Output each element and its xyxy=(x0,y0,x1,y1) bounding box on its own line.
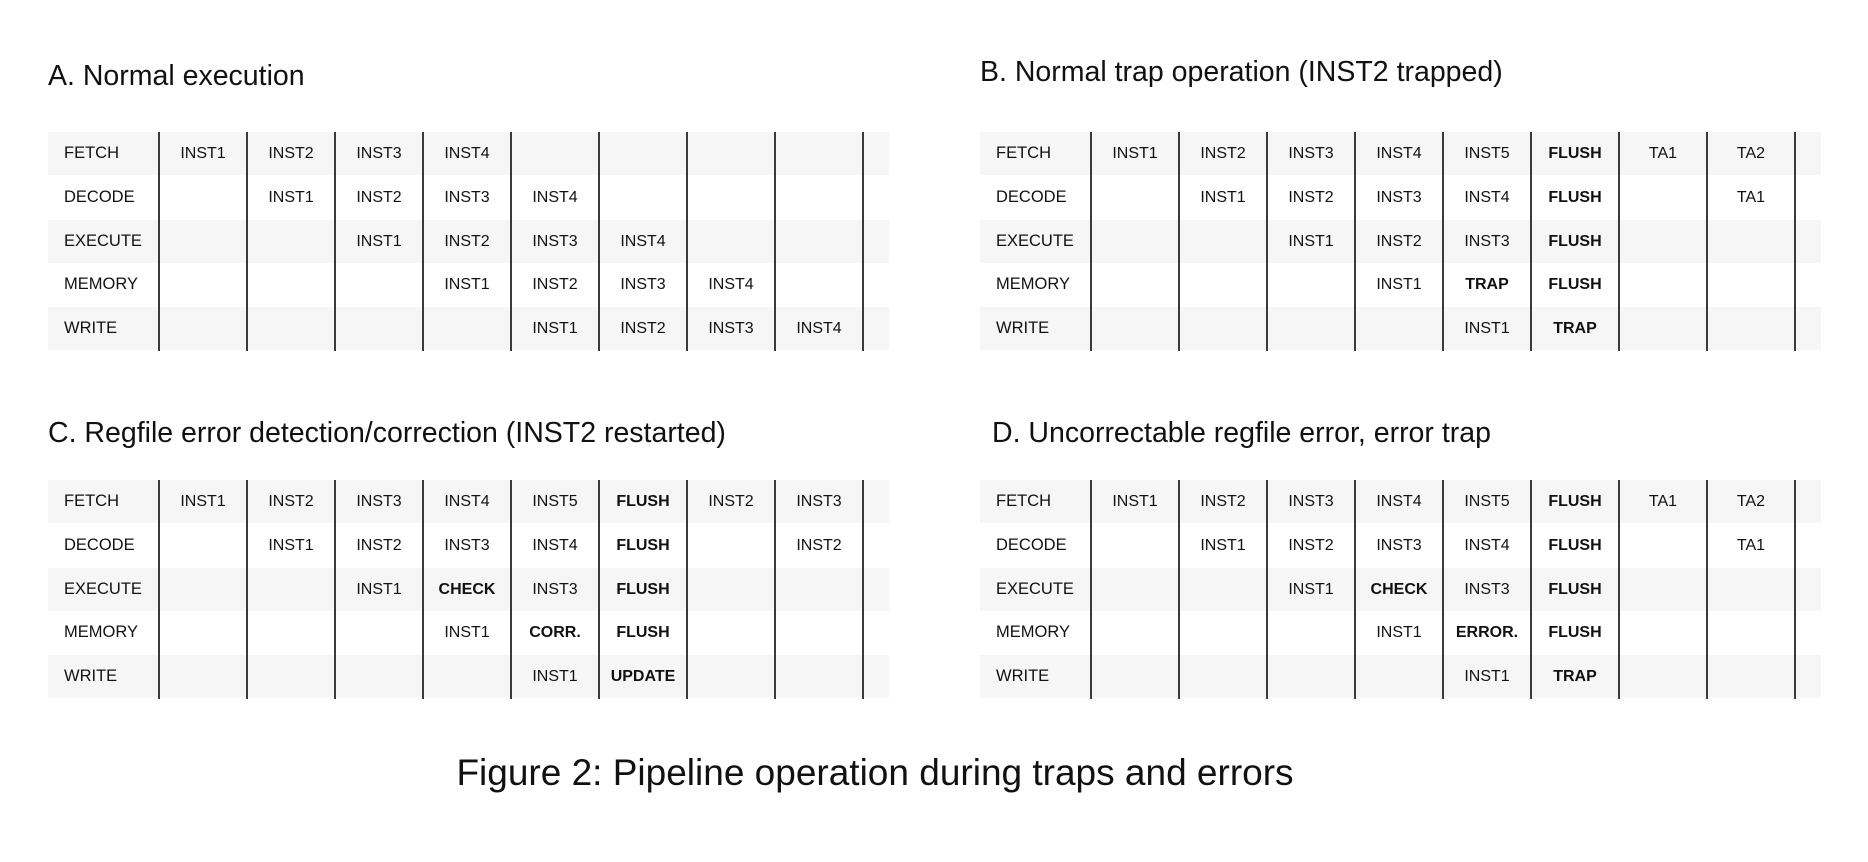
pipeline-cell: FLUSH xyxy=(616,493,670,510)
pipeline-cell: INST1 xyxy=(1200,188,1246,206)
pipeline-cell: INST1 xyxy=(532,320,578,338)
pipeline-cell: INST4 xyxy=(620,232,666,250)
pipeline-cell: INST1 xyxy=(268,188,314,206)
pipeline-cell: INST2 xyxy=(356,536,402,554)
pipeline-cell: FLUSH xyxy=(1548,276,1602,294)
pipeline-cell: TRAP xyxy=(1465,276,1509,294)
stage-label: EXECUTE xyxy=(996,579,1074,598)
stage-label: WRITE xyxy=(996,319,1050,338)
pipeline-cell: INST3 xyxy=(796,493,842,510)
pipeline-cell: INST3 xyxy=(532,232,578,250)
stage-label: WRITE xyxy=(64,667,118,686)
pipeline-cell: INST4 xyxy=(444,145,490,162)
row-stripe xyxy=(48,655,889,698)
stage-label: MEMORY xyxy=(996,623,1070,642)
pipeline-cell: FLUSH xyxy=(616,624,670,642)
pipeline-cell: INST1 xyxy=(1464,668,1510,686)
pipeline-cell: FLUSH xyxy=(1548,232,1602,250)
pipeline-cell: INST4 xyxy=(1376,145,1422,162)
pipeline-cell: INST1 xyxy=(1112,493,1158,510)
pipeline-cell: INST4 xyxy=(532,536,578,554)
pipeline-cell: INST3 xyxy=(1376,536,1422,554)
pipeline-cell: INST2 xyxy=(620,320,666,338)
pipeline-cell: FLUSH xyxy=(1548,580,1602,598)
pipeline-cell: TRAP xyxy=(1553,320,1597,338)
pipeline-cell: INST1 xyxy=(444,276,490,294)
pipeline-cell: INST1 xyxy=(1376,624,1422,642)
pipeline-cell: FLUSH xyxy=(1548,145,1602,162)
pipeline-cell: TA2 xyxy=(1736,145,1766,162)
pipeline-cell: INST1 xyxy=(1464,320,1510,338)
stage-label: WRITE xyxy=(996,667,1050,686)
pipeline-cell: INST4 xyxy=(444,493,490,510)
pipeline-cell: INST1 xyxy=(356,232,402,250)
pipeline-cell: INST1 xyxy=(1376,276,1422,294)
pipeline-cell: FLUSH xyxy=(1548,624,1602,642)
pipeline-cell: INST3 xyxy=(620,276,666,294)
stage-label: MEMORY xyxy=(64,623,138,642)
pipeline-cell: INST2 xyxy=(532,276,578,294)
pipeline-cell: INST4 xyxy=(1464,188,1510,206)
pipeline-cell: FLUSH xyxy=(1548,536,1602,554)
pipeline-cell: INST1 xyxy=(1112,145,1158,162)
pipeline-cell: ERROR. xyxy=(1455,624,1519,642)
pipeline-cell: INST2 xyxy=(1288,188,1334,206)
pipeline-cell: TA1 xyxy=(1648,145,1678,162)
pipeline-table xyxy=(980,480,1821,699)
stage-label: DECODE xyxy=(996,187,1067,206)
pipeline-cell: INST2 xyxy=(796,536,842,554)
panel-title: A. Normal execution xyxy=(48,60,305,92)
pipeline-cell: TA1 xyxy=(1648,493,1678,510)
pipeline-cell: INST1 xyxy=(1288,580,1334,598)
figure-caption: Figure 2: Pipeline operation during traps and errors xyxy=(456,752,1294,793)
pipeline-cell: INST4 xyxy=(796,320,842,338)
pipeline-table xyxy=(980,132,1821,351)
stage-label: DECODE xyxy=(64,187,135,206)
pipeline-cell: INST3 xyxy=(444,188,490,206)
pipeline-cell: INST2 xyxy=(1200,493,1246,510)
pipeline-cell: FLUSH xyxy=(616,580,670,598)
pipeline-cell: INST4 xyxy=(532,188,578,206)
pipeline-cell: INST3 xyxy=(532,580,578,598)
pipeline-cell: INST2 xyxy=(1200,145,1246,162)
pipeline-cell: INST2 xyxy=(1376,232,1422,250)
pipeline-cell: INST3 xyxy=(1288,493,1334,510)
pipeline-cell: TRAP xyxy=(1553,668,1597,686)
pipeline-cell: CORR. xyxy=(529,624,581,642)
stage-label: EXECUTE xyxy=(996,231,1074,250)
pipeline-cell: INST1 xyxy=(1200,536,1246,554)
pipeline-cell: CHECK xyxy=(1370,580,1428,598)
pipeline-cell: CHECK xyxy=(438,580,496,598)
pipeline-cell: INST1 xyxy=(444,624,490,642)
pipeline-cell: FLUSH xyxy=(1548,493,1602,510)
pipeline-cell: INST3 xyxy=(1464,232,1510,250)
stage-label: FETCH xyxy=(996,144,1051,162)
pipeline-cell: INST3 xyxy=(1288,145,1334,162)
panel-title: B. Normal trap operation (INST2 trapped) xyxy=(980,56,1503,88)
pipeline-cell: FLUSH xyxy=(616,536,670,554)
stage-label: FETCH xyxy=(64,144,119,162)
pipeline-cell: INST4 xyxy=(1376,493,1422,510)
stage-label: EXECUTE xyxy=(64,231,142,250)
pipeline-cell: TA2 xyxy=(1736,493,1766,510)
stage-label: MEMORY xyxy=(996,275,1070,294)
panel-title: C. Regfile error detection/correction (INST2 restarted) xyxy=(48,417,726,449)
pipeline-table xyxy=(48,480,889,699)
stage-label: FETCH xyxy=(996,492,1051,510)
pipeline-table xyxy=(48,132,889,351)
pipeline-cell: TA1 xyxy=(1736,536,1766,554)
pipeline-cell: UPDATE xyxy=(610,668,676,686)
pipeline-cell: INST5 xyxy=(532,493,578,510)
row-stripe xyxy=(980,307,1821,350)
pipeline-cell: INST2 xyxy=(444,232,490,250)
stage-label: WRITE xyxy=(64,319,118,338)
pipeline-cell: INST1 xyxy=(356,580,402,598)
pipeline-cell: INST2 xyxy=(356,188,402,206)
pipeline-cell: INST4 xyxy=(708,276,754,294)
pipeline-cell: INST1 xyxy=(180,145,226,162)
pipeline-cell: INST1 xyxy=(1288,232,1334,250)
panel-title: D. Uncorrectable regfile error, error trap xyxy=(992,417,1491,449)
pipeline-cell: INST3 xyxy=(708,320,754,338)
pipeline-cell: INST3 xyxy=(356,145,402,162)
pipeline-cell: INST1 xyxy=(268,536,314,554)
pipeline-cell: INST2 xyxy=(268,493,314,510)
pipeline-cell: TA1 xyxy=(1736,188,1766,206)
stage-label: FETCH xyxy=(64,492,119,510)
pipeline-cell: INST2 xyxy=(708,493,754,510)
pipeline-cell: INST3 xyxy=(1464,580,1510,598)
pipeline-cell: INST3 xyxy=(1376,188,1422,206)
pipeline-cell: INST3 xyxy=(356,493,402,510)
stage-label: MEMORY xyxy=(64,275,138,294)
stage-label: EXECUTE xyxy=(64,579,142,598)
pipeline-cell: INST2 xyxy=(1288,536,1334,554)
pipeline-cell: INST4 xyxy=(1464,536,1510,554)
pipeline-cell: INST5 xyxy=(1464,493,1510,510)
stage-label: DECODE xyxy=(64,535,135,554)
stage-label: DECODE xyxy=(996,535,1067,554)
pipeline-cell: INST5 xyxy=(1464,145,1510,162)
pipeline-cell: INST1 xyxy=(180,493,226,510)
row-stripe xyxy=(980,655,1821,698)
pipeline-cell: INST1 xyxy=(532,668,578,686)
pipeline-cell: INST3 xyxy=(444,536,490,554)
pipeline-cell: INST2 xyxy=(268,145,314,162)
pipeline-cell: FLUSH xyxy=(1548,188,1602,206)
